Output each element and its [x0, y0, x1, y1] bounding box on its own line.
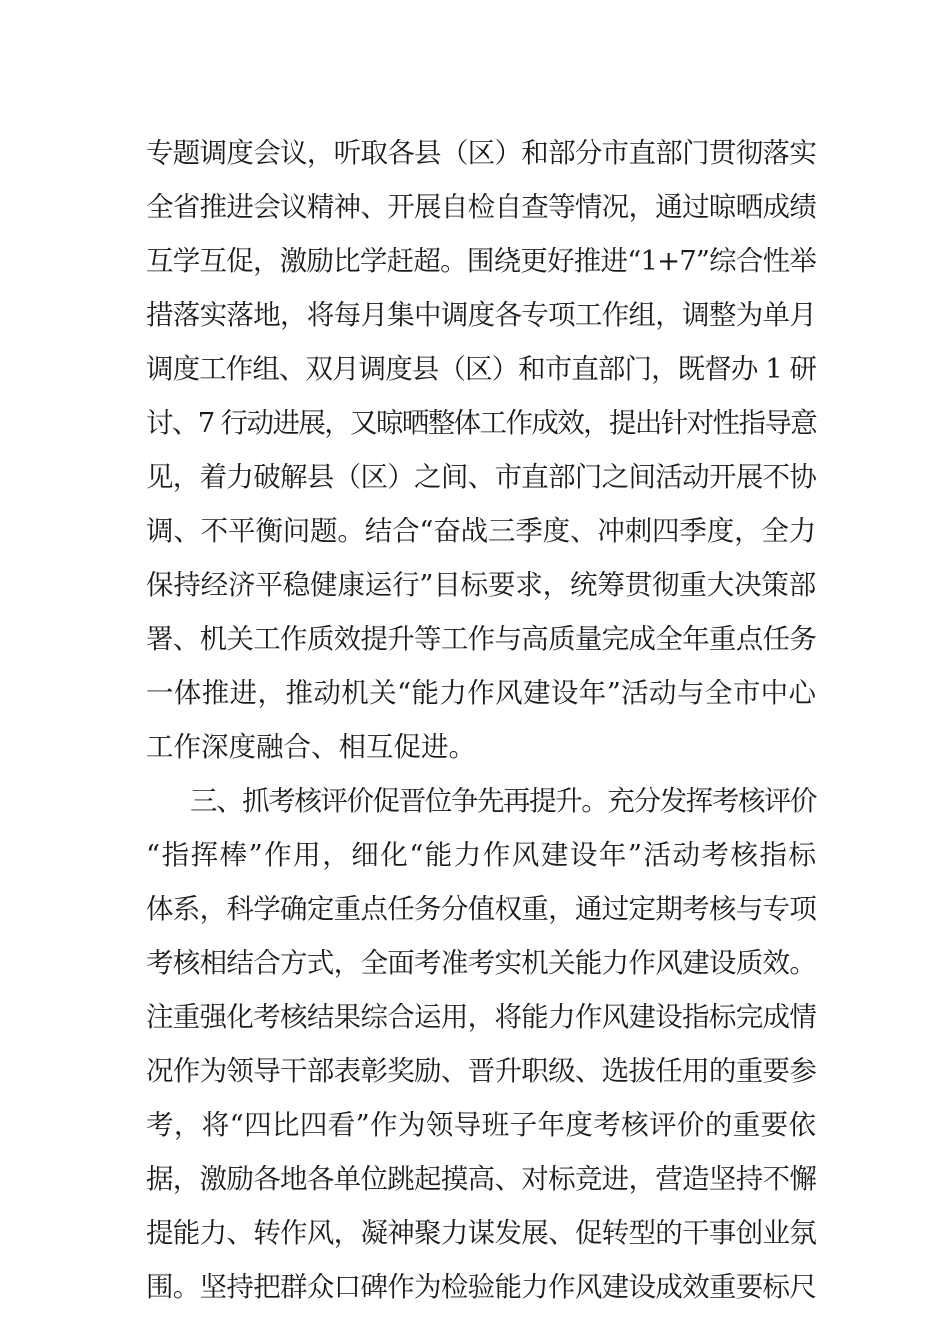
text-line: 提能力、转作风，凝神聚力谋发展、促转型的干事创业氛: [146, 1217, 816, 1249]
text-line: 体系，科学确定重点任务分值权重，通过定期考核与专项: [146, 893, 816, 925]
text-line: 注重强化考核结果综合运用，将能力作风建设指标完成情: [146, 1001, 816, 1033]
text-line: 互学互促，激励比学赶超。围绕更好推进“1+7”综合性举: [146, 245, 816, 277]
text-line: 讨、7 行动进展，又晾晒整体工作成效，提出针对性指导意: [146, 407, 816, 439]
text-line: 围。坚持把群众口碑作为检验能力作风建设成效重要标尺: [146, 1271, 816, 1303]
text-line: 见，着力破解县（区）之间、市直部门之间活动开展不协: [146, 461, 816, 493]
text-line: 考，将“四比四看”作为领导班子年度考核评价的重要依: [146, 1109, 816, 1141]
text-line: 据，激励各地各单位跳起摸高、对标竞进，营造坚持不懈: [146, 1163, 816, 1195]
text-line: 况作为领导干部表彰奖励、晋升职级、选拔任用的重要参: [146, 1055, 816, 1087]
paragraph-end-line: 工作深度融合、相互促进。: [146, 731, 476, 763]
text-line: 调度工作组、双月调度县（区）和市直部门，既督办 1 研: [146, 353, 816, 385]
text-line: 一体推进，推动机关“能力作风建设年”活动与全市中心: [146, 677, 816, 709]
section-heading-line: 三、抓考核评价促晋位争先再提升。充分发挥考核评价: [190, 785, 816, 817]
text-line: 专题调度会议，听取各县（区）和部分市直部门贯彻落实: [146, 137, 816, 169]
text-line: 保持经济平稳健康运行”目标要求，统筹贯彻重大决策部: [146, 569, 816, 601]
text-line: 措落实落地，将每月集中调度各专项工作组，调整为单月: [146, 299, 816, 331]
text-line: 考核相结合方式，全面考准考实机关能力作风建设质效。: [146, 947, 816, 979]
text-line: 调、不平衡问题。结合“奋战三季度、冲刺四季度，全力: [146, 515, 816, 547]
text-line: “指挥棒”作用，细化“能力作风建设年”活动考核指标: [146, 839, 816, 871]
text-line: 署、机关工作质效提升等工作与高质量完成全年重点任务: [146, 623, 816, 655]
body-text: [146, 126, 816, 1314]
text-line: 全省推进会议精神、开展自检自查等情况，通过晾晒成绩: [146, 191, 816, 223]
